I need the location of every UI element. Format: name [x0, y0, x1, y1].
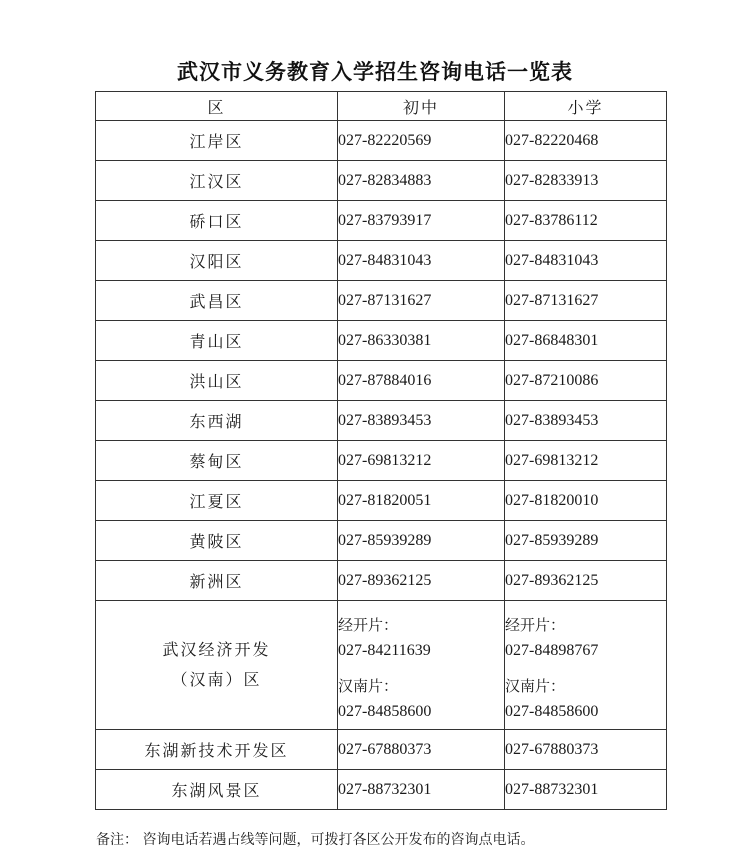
phone-number: 027-84211639 — [338, 642, 431, 659]
primary-phone-cell: 027-89362125 — [505, 561, 667, 601]
junior-phone-cell: 027-87131627 — [338, 281, 505, 321]
district-cell: 新洲区 — [96, 561, 338, 601]
column-header-district: 区 — [96, 92, 338, 121]
district-cell — [96, 601, 338, 730]
primary-phone-cell — [505, 601, 667, 730]
junior-phone-cell: 027-87884016 — [338, 361, 505, 401]
table-body-tail — [96, 730, 667, 810]
table-row — [96, 241, 667, 281]
column-header-primary: 小学 — [505, 92, 667, 121]
table-row — [96, 401, 667, 441]
table-row — [96, 281, 667, 321]
zone-label: 经开片： — [505, 616, 566, 634]
table-body-top — [96, 121, 667, 601]
district-cell: 汉阳区 — [96, 241, 338, 281]
column-header-junior: 初中 — [338, 92, 505, 121]
junior-phone-cell: 027-83793917 — [338, 201, 505, 241]
primary-phone-cell: 027-83893453 — [505, 401, 667, 441]
table-row — [96, 601, 667, 730]
district-cell: 东湖风景区 — [96, 770, 338, 810]
junior-phone-cell: 027-81820051 — [338, 481, 505, 521]
primary-phone-cell: 027-81820010 — [505, 481, 667, 521]
zone-label: 经开片： — [338, 616, 399, 634]
district-cell: 黄陂区 — [96, 521, 338, 561]
table-row — [96, 561, 667, 601]
table-row — [96, 730, 667, 770]
district-cell: 江夏区 — [96, 481, 338, 521]
junior-phone-cell — [338, 601, 505, 730]
junior-phone-cell: 027-83893453 — [338, 401, 505, 441]
district-cell: 武昌区 — [96, 281, 338, 321]
junior-phone-cell: 027-85939289 — [338, 521, 505, 561]
table-row — [96, 161, 667, 201]
district-cell: 蔡甸区 — [96, 441, 338, 481]
phone-number: 027-84858600 — [338, 703, 432, 720]
district-cell: 江岸区 — [96, 121, 338, 161]
table-row — [96, 321, 667, 361]
junior-phone-cell: 027-82834883 — [338, 161, 505, 201]
table-row — [96, 361, 667, 401]
footnote: 备注： 咨询电话若遇占线等问题，可拨打各区公开发布的咨询点电话。 — [96, 832, 535, 848]
junior-phone-cell: 027-88732301 — [338, 770, 505, 810]
table-row — [96, 201, 667, 241]
table-row — [96, 481, 667, 521]
junior-phone-cell: 027-82220569 — [338, 121, 505, 161]
phone-number: 027-84858600 — [505, 703, 599, 720]
primary-phone-cell: 027-67880373 — [505, 730, 667, 770]
phone-number: 027-84898767 — [505, 642, 599, 659]
primary-phone-cell: 027-87210086 — [505, 361, 667, 401]
district-line: 武汉经济开发 — [162, 640, 271, 659]
junior-phone-cell: 027-69813212 — [338, 441, 505, 481]
primary-phone-cell: 027-82833913 — [505, 161, 667, 201]
table-row — [96, 441, 667, 481]
zone-label: 汉南片： — [338, 677, 399, 695]
primary-phone-cell: 027-87131627 — [505, 281, 667, 321]
primary-phone-cell: 027-85939289 — [505, 521, 667, 561]
primary-phone-cell: 027-86848301 — [505, 321, 667, 361]
district-cell: 硚口区 — [96, 201, 338, 241]
primary-phone-cell: 027-88732301 — [505, 770, 667, 810]
district-cell: 青山区 — [96, 321, 338, 361]
zone-label: 汉南片： — [505, 677, 566, 695]
phone-table — [95, 91, 667, 810]
primary-phone-cell: 027-82220468 — [505, 121, 667, 161]
district-cell: 东西湖 — [96, 401, 338, 441]
primary-phone-cell: 027-83786112 — [505, 201, 667, 241]
junior-phone-cell: 027-84831043 — [338, 241, 505, 281]
junior-phone-cell: 027-86330381 — [338, 321, 505, 361]
table-row — [96, 521, 667, 561]
district-line: （汉南）区 — [171, 670, 262, 689]
district-cell: 洪山区 — [96, 361, 338, 401]
junior-phone-cell: 027-89362125 — [338, 561, 505, 601]
table-body-econ — [96, 601, 667, 730]
primary-phone-cell: 027-69813212 — [505, 441, 667, 481]
table-row — [96, 121, 667, 161]
junior-phone-cell: 027-67880373 — [338, 730, 505, 770]
page-title: 武汉市义务教育入学招生咨询电话一览表 — [177, 60, 573, 84]
district-cell: 江汉区 — [96, 161, 338, 201]
primary-phone-cell: 027-84831043 — [505, 241, 667, 281]
table-row — [96, 770, 667, 810]
district-cell: 东湖新技术开发区 — [96, 730, 338, 770]
